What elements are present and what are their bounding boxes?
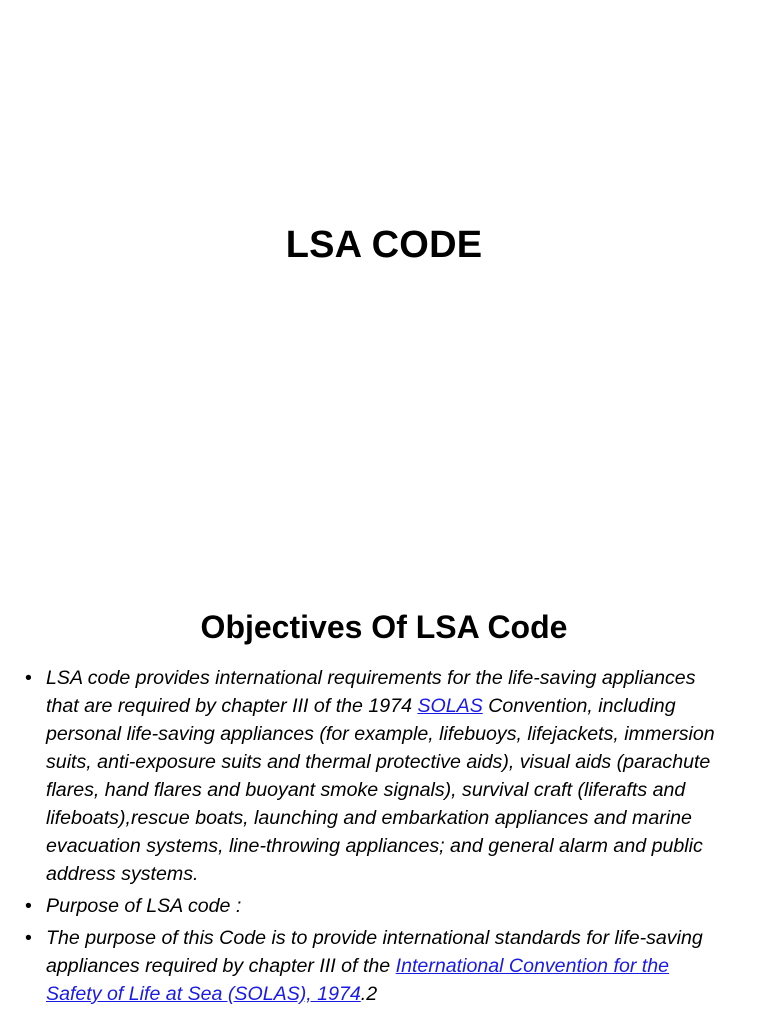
bullet-item-lsa-requirements [0,664,768,888]
solas-convention-link[interactable]: International Convention for the Safety of Life at Sea (SOLAS), 1974 [46,955,670,1005]
bullet-dot-icon: • [25,895,32,917]
slide-title: LSA CODE [285,224,483,266]
bullet-text: Purpose of LSA code : [46,895,242,917]
bullet-text: Convention, including personal life-saving appliances (for example, lifebuoys, lifejackets, immersion suits, anti-exposure suits and thermal protective aids), visual aids (parachute flares, hand flares and buoyant smoke signals), survival craft (liferafts and lifeboats),rescue boats, launching and embarkation appliances and marine evacuation systems, line-throwing appliances; and general alarm and public address systems. [46,695,715,885]
bullet-text: The purpose of this Code is to provide international standards for life-saving appliances required by chapter III of the [46,927,703,977]
bullet-text: .2 [360,983,378,1005]
bullet-dot-icon: • [25,667,32,689]
objectives-slide [0,576,768,1024]
solas-link[interactable]: SOLAS [417,695,483,717]
bullet-list [0,664,768,1012]
bullet-item-purpose-text [0,924,768,1008]
bullet-dot-icon: • [25,927,32,949]
bullet-item-purpose-heading [0,892,768,920]
slide-heading: Objectives Of LSA Code [200,609,568,645]
bullet-text: LSA code provides international requirements for the life-saving appliances that are required by chapter III of the 1974 [46,667,696,717]
